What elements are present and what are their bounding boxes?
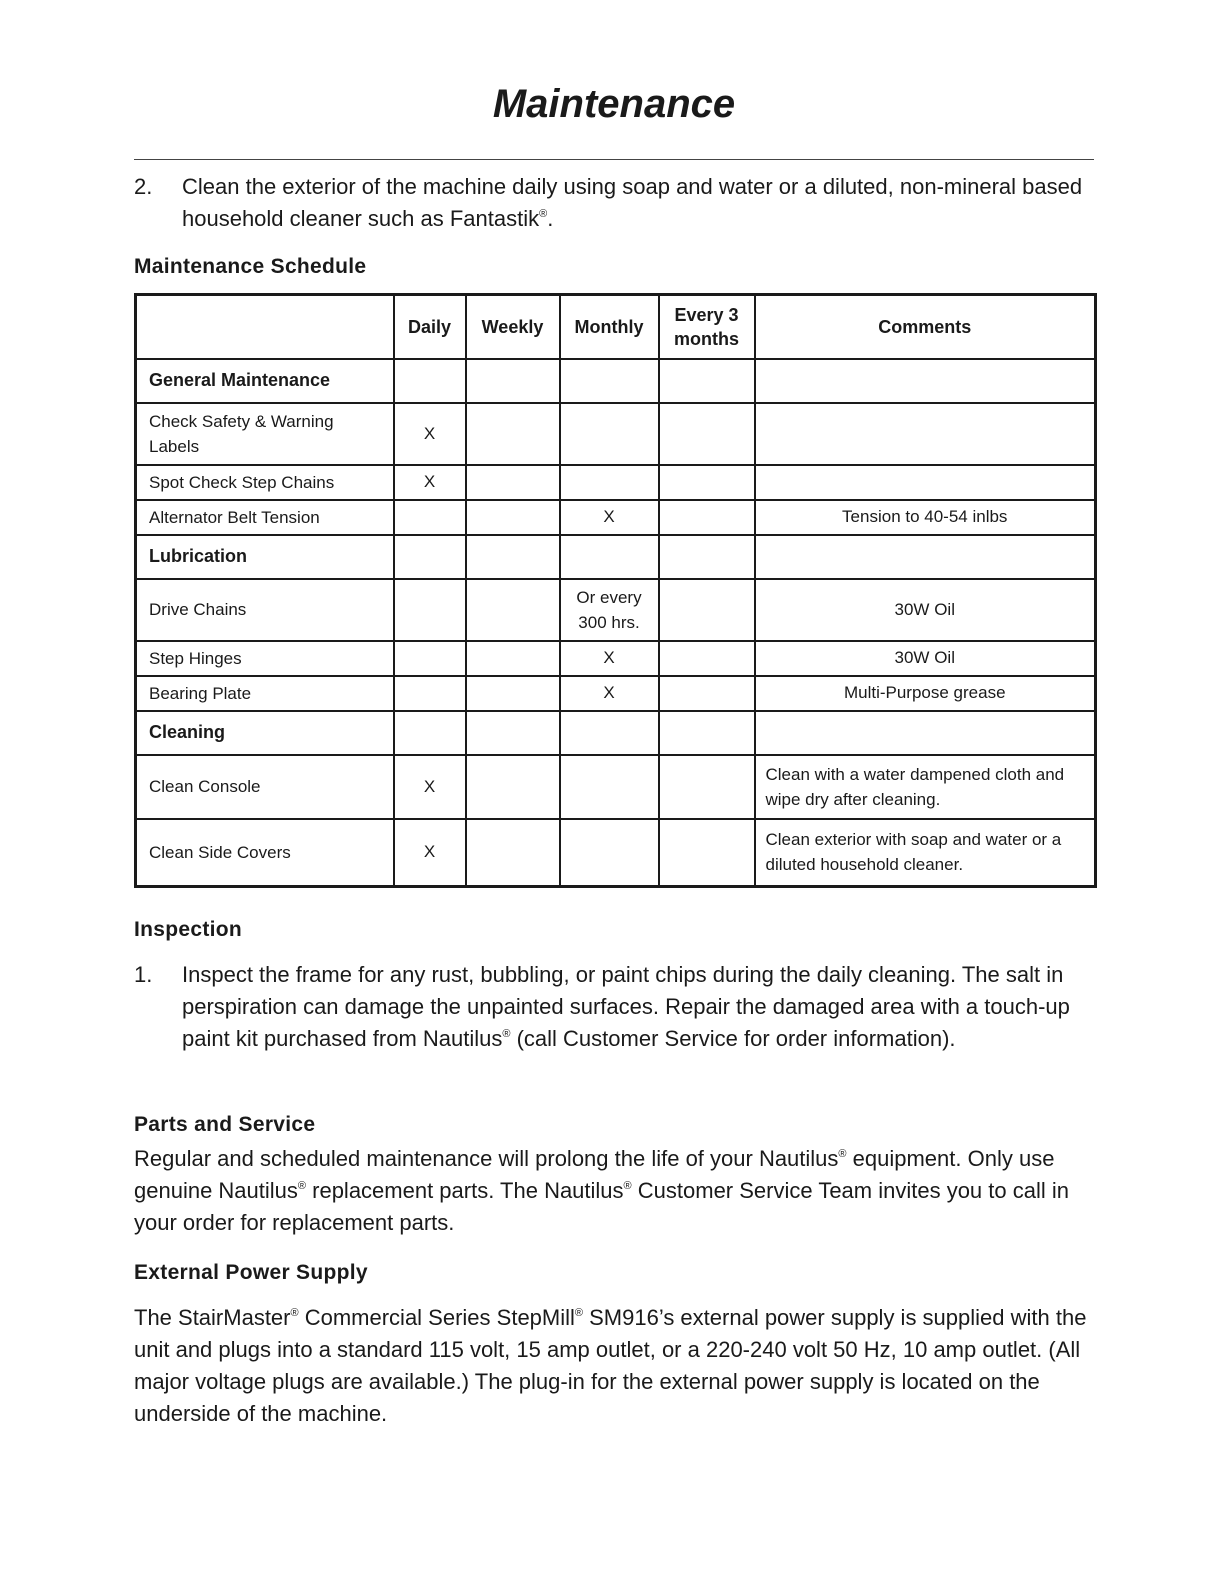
cell-comments: Tension to 40-54 inlbs [755,500,1096,535]
table-header-row [136,295,1096,359]
cell-monthly [560,535,659,579]
registered-mark: ® [539,208,548,220]
cell-daily [394,535,466,579]
cell-comments: Clean exterior with soap and water or a diluted household cleaner. [755,819,1096,887]
cell-comments: Multi-Purpose grease [755,676,1096,711]
cell-daily: X [394,819,466,887]
power-supply-paragraph [134,1302,1094,1430]
cell-every-3-months [659,535,755,579]
cell-weekly [466,819,560,887]
cell-monthly [560,755,659,819]
task-name: Clean Side Covers [136,819,394,887]
cell-daily [394,641,466,676]
cell-daily: X [394,465,466,500]
cell-monthly [560,819,659,887]
cell-comments [755,535,1096,579]
list-text [182,959,1094,1055]
cell-weekly [466,641,560,676]
column-header-weekly: Weekly [466,295,560,359]
cell-daily [394,711,466,755]
list-number: 2. [134,174,153,199]
table-body [136,359,1096,887]
text-segment: Regular and scheduled maintenance will prolong the life of your Nautilus [134,1146,839,1171]
text-segment: SM916’s external power supply is supplied with the unit and plugs into a standard 115 volt, 15 amp outlet, or a 220-240 volt 50 Hz, 10 amp outlet. (All major voltage plugs are available.) The plug-in for the external power supply is located on the underside of the machine. [134,1305,1087,1426]
cell-daily [394,676,466,711]
cell-monthly: X [560,676,659,711]
text-segment: replacement parts. The Nautilus [306,1178,624,1203]
text-segment: The StairMaster [134,1305,291,1330]
cell-every-3-months [659,359,755,403]
section-label: Lubrication [136,535,394,579]
registered-mark: ® [574,1307,584,1319]
list-text [182,171,1094,235]
cell-every-3-months [659,500,755,535]
table-row [136,755,1096,819]
cell-comments: 30W Oil [755,579,1096,641]
cell-weekly [466,465,560,500]
text-segment: Commercial Series StepMill [298,1305,575,1330]
text-segment: equipment. Only use genuine Nautilus [134,1146,1055,1203]
table-row [136,500,1096,535]
registered-mark: ® [502,1028,511,1040]
cell-every-3-months [659,403,755,465]
text-segment: Inspect the frame for any rust, bubbling, or paint chips during the daily cleaning. The salt in perspiration can damage the unpainted surfaces. Repair the damaged area with a touch-up paint kit purchased from Nautilus [182,962,1070,1051]
cell-every-3-months [659,465,755,500]
cell-comments: Clean with a water dampened cloth and wipe dry after cleaning. [755,755,1096,819]
table-section-row [136,535,1096,579]
column-header-daily: Daily [394,295,466,359]
cell-comments [755,465,1096,500]
cell-weekly [466,755,560,819]
parts-service-heading: Parts and Service [134,1113,316,1136]
registered-mark: ® [290,1307,299,1319]
cell-daily [394,579,466,641]
cell-comments [755,403,1096,465]
text-segment: (call Customer Service for order information). [510,1026,956,1051]
table-row [136,403,1096,465]
cell-monthly [560,465,659,500]
registered-mark: ® [838,1148,847,1160]
task-name: Clean Console [136,755,394,819]
cell-comments [755,711,1096,755]
cell-comments [755,359,1096,403]
task-name: Check Safety & Warning Labels [136,403,394,465]
text-segment: . [547,206,554,231]
cell-daily [394,500,466,535]
parts-service-paragraph [134,1143,1094,1239]
cell-monthly: X [560,641,659,676]
registered-mark: ® [623,1180,632,1192]
cell-daily [394,359,466,403]
cell-monthly [560,403,659,465]
inspection-list-item [134,959,1094,1055]
cell-monthly [560,359,659,403]
cell-weekly [466,500,560,535]
cell-weekly [466,711,560,755]
cell-daily: X [394,403,466,465]
cell-weekly [466,579,560,641]
cell-every-3-months [659,641,755,676]
cell-every-3-months [659,819,755,887]
column-header-monthly: Monthly [560,295,659,359]
column-header-every-3-months: Every 3 months [659,295,755,359]
maintenance-schedule-table [134,293,1097,888]
column-header-task [136,295,394,359]
table-row [136,579,1096,641]
cell-daily: X [394,755,466,819]
cell-monthly: Or every 300 hrs. [560,579,659,641]
table-row [136,819,1096,887]
cell-monthly [560,711,659,755]
cell-every-3-months [659,711,755,755]
cell-weekly [466,676,560,711]
text-segment: Customer Service Team invites you to call in your order for replacement parts. [134,1178,1069,1235]
title-divider [134,159,1094,160]
schedule-heading: Maintenance Schedule [134,255,367,278]
cell-every-3-months [659,579,755,641]
column-header-comments: Comments [755,295,1096,359]
table-row [136,641,1096,676]
section-label: General Maintenance [136,359,394,403]
inspection-heading: Inspection [134,918,243,941]
task-name: Alternator Belt Tension [136,500,394,535]
task-name: Bearing Plate [136,676,394,711]
cell-monthly: X [560,500,659,535]
cell-comments: 30W Oil [755,641,1096,676]
task-name: Spot Check Step Chains [136,465,394,500]
task-name: Step Hinges [136,641,394,676]
list-number: 1. [134,962,153,987]
table-row [136,676,1096,711]
cell-weekly [466,359,560,403]
text-segment: Clean the exterior of the machine daily using soap and water or a diluted, non-mineral based household cleaner such as Fantastik [182,174,1083,231]
section-label: Cleaning [136,711,394,755]
page-title: Maintenance [492,82,736,126]
task-name: Drive Chains [136,579,394,641]
registered-mark: ® [297,1180,307,1192]
cell-every-3-months [659,755,755,819]
cell-weekly [466,535,560,579]
table-section-row [136,359,1096,403]
table-section-row [136,711,1096,755]
table-row [136,465,1096,500]
cell-weekly [466,403,560,465]
cell-every-3-months [659,676,755,711]
intro-list-item [134,171,1094,235]
power-supply-heading: External Power Supply [134,1261,368,1284]
